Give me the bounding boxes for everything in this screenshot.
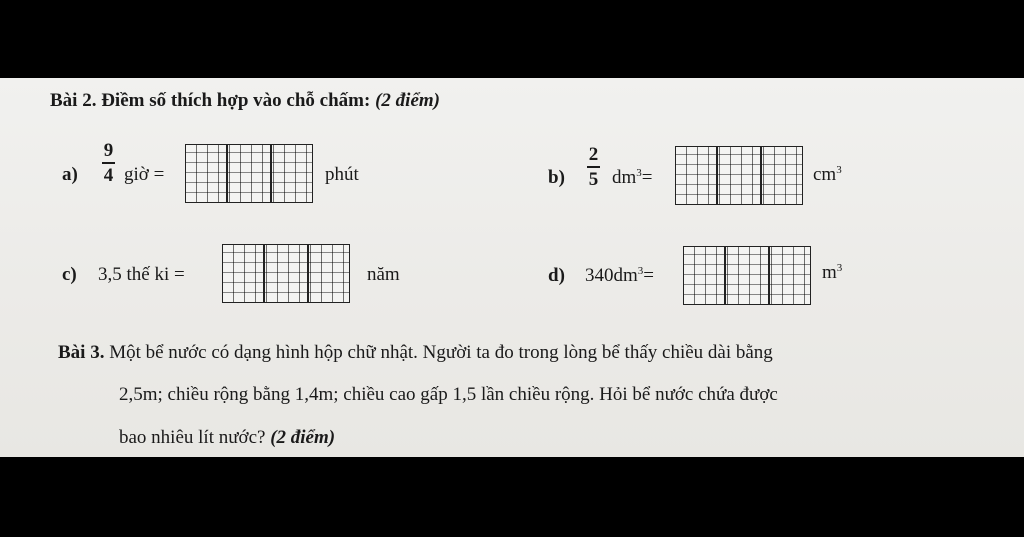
item-a-answer-box[interactable]: [185, 144, 313, 203]
fraction-bar: [102, 162, 115, 164]
item-c-answer-box[interactable]: [222, 244, 350, 303]
item-a-fraction: [102, 140, 115, 186]
item-b-denominator: 5: [588, 169, 599, 190]
item-b-unit-from: $dm^3=$: [612, 167, 653, 188]
worksheet-page: [0, 78, 1024, 457]
item-c-label: c): [62, 264, 77, 285]
item-d-unit-to: $m^3$: [822, 262, 843, 283]
item-a-unit-from: giờ =: [124, 164, 165, 185]
bleed-through-text: [620, 190, 624, 207]
exercise-3-heading: Bài 3.: [58, 342, 105, 363]
exercise-3-line-1: Bài 3. Một bể nước có dạng hình hộp chữ nhật. Người ta đo trong lòng bể thấy chiều dài bằng: [58, 342, 773, 363]
item-a-label: a): [62, 164, 78, 185]
exercise-3-points: (2 điểm): [270, 427, 336, 448]
item-b-answer-box[interactable]: [675, 146, 803, 205]
item-b-numerator: 2: [588, 144, 599, 165]
fraction-bar: [587, 166, 600, 168]
exercise-2-points: (2 điểm): [375, 90, 440, 111]
exercise-2-title: [50, 90, 440, 112]
item-b-label: b): [548, 167, 565, 188]
item-c-unit-to: năm: [367, 264, 400, 285]
item-d-answer-box[interactable]: [683, 246, 811, 305]
item-b-fraction: [587, 144, 600, 190]
item-b-unit-to: $cm^3$: [813, 164, 842, 185]
exercise-3-line-3: bao nhiêu lít nước? (2 điểm): [119, 427, 336, 448]
item-a-numerator: 9: [103, 140, 114, 161]
exercise-3-line-2: 2,5m; chiều rộng bằng 1,4m; chiều cao gấp 1,5 lần chiều rộng. Hỏi bể nước chứa được: [119, 384, 778, 405]
item-d-label: d): [548, 265, 565, 286]
exercise-2-title-text: Bài 2. Điềm số thích hợp vào chỗ chấm:: [50, 90, 371, 111]
item-d-value: $340dm^3=$: [585, 265, 654, 286]
item-a-unit-to: phút: [325, 164, 359, 185]
item-a-denominator: 4: [103, 165, 114, 186]
item-c-value: 3,5 thế ki =: [98, 264, 185, 285]
